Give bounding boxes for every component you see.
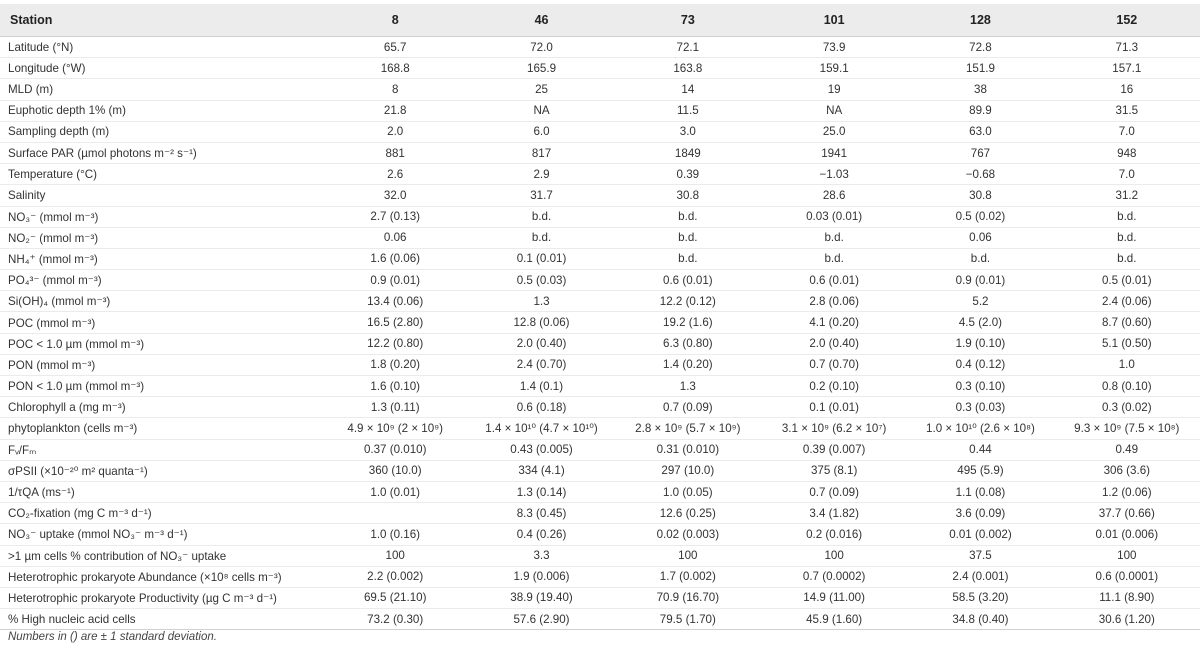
table-cell: 1.9 (0.10) [907,333,1053,354]
table-cell: b.d. [1054,206,1200,227]
table-cell: 0.03 (0.01) [761,206,907,227]
table-cell: b.d. [761,227,907,248]
row-label: Chlorophyll a (mg m⁻³) [0,397,322,418]
table-cell: 79.5 (1.70) [615,609,761,630]
table-cell: 297 (10.0) [615,460,761,481]
table-row [0,291,1200,312]
table-cell: 25 [468,79,614,100]
table-cell: 8.7 (0.60) [1054,312,1200,333]
table-cell: 58.5 (3.20) [907,587,1053,608]
table-cell: 37.5 [907,545,1053,566]
table-cell: 71.3 [1054,37,1200,58]
table-cell: 4.9 × 10⁹ (2 × 10⁹) [322,418,468,439]
table-cell: 63.0 [907,121,1053,142]
row-label: POC < 1.0 µm (mmol m⁻³) [0,333,322,354]
table-cell: 168.8 [322,58,468,79]
table-cell: 0.5 (0.01) [1054,270,1200,291]
row-label: Temperature (°C) [0,164,322,185]
table-cell: 25.0 [761,121,907,142]
table-cell: 1.6 (0.06) [322,248,468,269]
header-station-101: 101 [761,4,907,37]
table-cell: 163.8 [615,58,761,79]
row-label: CO₂-fixation (mg C m⁻³ d⁻¹) [0,503,322,524]
table-cell: 100 [322,545,468,566]
table-cell: 1.3 [615,376,761,397]
table-row [0,79,1200,100]
table-cell: 72.1 [615,37,761,58]
table-cell: 72.0 [468,37,614,58]
table-cell: 1.4 (0.1) [468,376,614,397]
table-cell: −0.68 [907,164,1053,185]
table-cell: 0.3 (0.10) [907,376,1053,397]
table-cell: 0.3 (0.03) [907,397,1053,418]
table-cell: 767 [907,142,1053,163]
row-label: PON < 1.0 µm (mmol m⁻³) [0,376,322,397]
row-label: NO₂⁻ (mmol m⁻³) [0,227,322,248]
table-row [0,164,1200,185]
table-cell: 11.1 (8.90) [1054,587,1200,608]
table-cell: 0.31 (0.010) [615,439,761,460]
row-label: σPSII (×10⁻²⁰ m² quanta⁻¹) [0,460,322,481]
table-cell: 3.0 [615,121,761,142]
table-cell: 100 [761,545,907,566]
table-cell: 157.1 [1054,58,1200,79]
table-cell: 38.9 (19.40) [468,587,614,608]
table-cell: 8.3 (0.45) [468,503,614,524]
table-row [0,397,1200,418]
table-row [0,609,1200,630]
table-cell: 12.2 (0.12) [615,291,761,312]
table-cell: 0.6 (0.01) [615,270,761,291]
table-cell: 1.7 (0.002) [615,566,761,587]
table-cell: 360 (10.0) [322,460,468,481]
table-cell: 2.8 (0.06) [761,291,907,312]
table-cell: 3.1 × 10⁹ (6.2 × 10⁷) [761,418,907,439]
table-cell: b.d. [615,248,761,269]
table-cell: 11.5 [615,100,761,121]
table-cell: −1.03 [761,164,907,185]
table-row [0,58,1200,79]
table-cell: 12.8 (0.06) [468,312,614,333]
table-cell: b.d. [615,206,761,227]
table-cell: 0.5 (0.03) [468,270,614,291]
table-cell: 375 (8.1) [761,460,907,481]
table-cell: 165.9 [468,58,614,79]
table-cell: 16 [1054,79,1200,100]
table-cell: 57.6 (2.90) [468,609,614,630]
table-cell: 306 (3.6) [1054,460,1200,481]
table-cell: 31.5 [1054,100,1200,121]
table-cell: 72.8 [907,37,1053,58]
table-cell: 2.0 (0.40) [468,333,614,354]
table-row [0,376,1200,397]
table-row [0,566,1200,587]
table-cell: 0.2 (0.10) [761,376,907,397]
table-cell: 881 [322,142,468,163]
table-cell: 37.7 (0.66) [1054,503,1200,524]
table-cell: 30.8 [907,185,1053,206]
row-label: NH₄⁺ (mmol m⁻³) [0,248,322,269]
table-cell: 2.9 [468,164,614,185]
table-cell: 16.5 (2.80) [322,312,468,333]
row-label: Heterotrophic prokaryote Productivity (µg C m⁻³ d⁻¹) [0,587,322,608]
header-station-46: 46 [468,4,614,37]
table-cell: 1.0 × 10¹⁰ (2.6 × 10⁸) [907,418,1053,439]
row-label: PON (mmol m⁻³) [0,354,322,375]
table-cell: 0.06 [322,227,468,248]
row-label: Surface PAR (µmol photons m⁻² s⁻¹) [0,142,322,163]
header-station-152: 152 [1054,4,1200,37]
table-cell: 1849 [615,142,761,163]
table-cell: 6.3 (0.80) [615,333,761,354]
row-label: Sampling depth (m) [0,121,322,142]
table-footnote: Numbers in () are ± 1 standard deviation. [8,631,217,643]
table-cell: 89.9 [907,100,1053,121]
table-cell: 100 [615,545,761,566]
table-cell: 0.44 [907,439,1053,460]
table-cell: 4.5 (2.0) [907,312,1053,333]
table-cell: 1.0 (0.05) [615,481,761,502]
table-cell: 2.0 (0.40) [761,333,907,354]
table-cell: 4.1 (0.20) [761,312,907,333]
table-cell [322,503,468,524]
table-cell: 0.2 (0.016) [761,524,907,545]
table-cell: 1.0 [1054,354,1200,375]
table-cell: 1.4 (0.20) [615,354,761,375]
table-cell: 0.9 (0.01) [322,270,468,291]
table-cell: 3.6 (0.09) [907,503,1053,524]
table-cell: 151.9 [907,58,1053,79]
table-cell: 0.4 (0.26) [468,524,614,545]
header-row [0,4,1200,37]
table-cell: 817 [468,142,614,163]
table-row [0,270,1200,291]
table-cell: b.d. [468,206,614,227]
table-cell: 14.9 (11.00) [761,587,907,608]
table-row [0,121,1200,142]
table-row [0,142,1200,163]
table-cell: 12.2 (0.80) [322,333,468,354]
data-table [0,4,1200,630]
header-station: Station [0,4,322,37]
row-label: phytoplankton (cells m⁻³) [0,418,322,439]
row-label: NO₃⁻ (mmol m⁻³) [0,206,322,227]
header-station-128: 128 [907,4,1053,37]
table-cell: 45.9 (1.60) [761,609,907,630]
row-label: NO₃⁻ uptake (mmol NO₃⁻ m⁻³ d⁻¹) [0,524,322,545]
header-station-8: 8 [322,4,468,37]
table-cell: 8 [322,79,468,100]
table-cell: 0.7 (0.0002) [761,566,907,587]
row-label: >1 µm cells % contribution of NO₃⁻ uptake [0,545,322,566]
table-cell: 0.39 (0.007) [761,439,907,460]
table-cell: 30.6 (1.20) [1054,609,1200,630]
table-row [0,37,1200,58]
table-cell: 0.39 [615,164,761,185]
table-cell: 2.6 [322,164,468,185]
table-cell: 1941 [761,142,907,163]
table-cell: 0.7 (0.09) [761,481,907,502]
table-cell: 73.9 [761,37,907,58]
table-cell: 5.2 [907,291,1053,312]
table-cell: 0.3 (0.02) [1054,397,1200,418]
table-cell: 2.7 (0.13) [322,206,468,227]
table-cell: 1.3 (0.11) [322,397,468,418]
table-cell: 1.9 (0.006) [468,566,614,587]
table-cell: 7.0 [1054,164,1200,185]
table-cell: 2.4 (0.06) [1054,291,1200,312]
table-cell: 65.7 [322,37,468,58]
table-cell: NA [468,100,614,121]
table-cell: 38 [907,79,1053,100]
table-cell: 31.7 [468,185,614,206]
table-body [0,37,1200,630]
table-row [0,503,1200,524]
table-cell: 0.1 (0.01) [761,397,907,418]
row-label: 1/τQA (ms⁻¹) [0,481,322,502]
table-row [0,524,1200,545]
table-cell: 0.06 [907,227,1053,248]
table-cell: 495 (5.9) [907,460,1053,481]
table-row [0,248,1200,269]
table-cell: 6.0 [468,121,614,142]
table-cell: b.d. [1054,248,1200,269]
table-cell: 2.8 × 10⁹ (5.7 × 10⁹) [615,418,761,439]
table-cell: 1.6 (0.10) [322,376,468,397]
table-cell: 3.4 (1.82) [761,503,907,524]
row-label: Longitude (°W) [0,58,322,79]
table-row [0,545,1200,566]
table-row [0,481,1200,502]
table-cell: 0.43 (0.005) [468,439,614,460]
table-cell: 0.8 (0.10) [1054,376,1200,397]
table-cell: 31.2 [1054,185,1200,206]
table-row [0,185,1200,206]
row-label: MLD (m) [0,79,322,100]
table-cell: 2.2 (0.002) [322,566,468,587]
table-cell: 1.0 (0.16) [322,524,468,545]
table-cell: 0.02 (0.003) [615,524,761,545]
table-cell: 1.3 [468,291,614,312]
row-label: % High nucleic acid cells [0,609,322,630]
table-cell: 1.0 (0.01) [322,481,468,502]
table-cell: 2.4 (0.70) [468,354,614,375]
table-cell: 0.49 [1054,439,1200,460]
table-cell: 0.01 (0.002) [907,524,1053,545]
table-cell: 1.1 (0.08) [907,481,1053,502]
table-cell: b.d. [761,248,907,269]
table-cell: 1.8 (0.20) [322,354,468,375]
table-cell: 0.4 (0.12) [907,354,1053,375]
table-cell: 5.1 (0.50) [1054,333,1200,354]
table-cell: 100 [1054,545,1200,566]
table-row [0,418,1200,439]
table-row [0,206,1200,227]
table-cell: 21.8 [322,100,468,121]
table-cell: b.d. [1054,227,1200,248]
table-cell: 1.4 × 10¹⁰ (4.7 × 10¹⁰) [468,418,614,439]
row-label: Latitude (°N) [0,37,322,58]
row-label: POC (mmol m⁻³) [0,312,322,333]
table-row [0,439,1200,460]
table-row [0,227,1200,248]
row-label: PO₄³⁻ (mmol m⁻³) [0,270,322,291]
table-row [0,333,1200,354]
table-cell: 34.8 (0.40) [907,609,1053,630]
table-cell: 69.5 (21.10) [322,587,468,608]
table-cell: 159.1 [761,58,907,79]
table-cell: b.d. [615,227,761,248]
table-cell: 2.4 (0.001) [907,566,1053,587]
table-cell: 70.9 (16.70) [615,587,761,608]
table-cell: 948 [1054,142,1200,163]
table-cell: 0.1 (0.01) [468,248,614,269]
table-cell: 3.3 [468,545,614,566]
table-cell: 32.0 [322,185,468,206]
table-cell: 0.01 (0.006) [1054,524,1200,545]
table-row [0,587,1200,608]
table-cell: 1.2 (0.06) [1054,481,1200,502]
table-cell: 334 (4.1) [468,460,614,481]
table-cell: 19.2 (1.6) [615,312,761,333]
table-cell: 0.6 (0.18) [468,397,614,418]
table-row [0,354,1200,375]
table-cell: 14 [615,79,761,100]
table-cell: 9.3 × 10⁹ (7.5 × 10⁸) [1054,418,1200,439]
row-label: Heterotrophic prokaryote Abundance (×10⁸ cells m⁻³) [0,566,322,587]
table-cell: 19 [761,79,907,100]
header-station-73: 73 [615,4,761,37]
table-cell: 7.0 [1054,121,1200,142]
table-cell: 0.7 (0.09) [615,397,761,418]
table-cell: 30.8 [615,185,761,206]
row-label: Fᵥ/Fₘ [0,439,322,460]
table-cell: 73.2 (0.30) [322,609,468,630]
table-cell: b.d. [907,248,1053,269]
table-cell: 2.0 [322,121,468,142]
table-cell: 0.37 (0.010) [322,439,468,460]
row-label: Salinity [0,185,322,206]
table-cell: 0.6 (0.0001) [1054,566,1200,587]
table-row [0,100,1200,121]
table-cell: 13.4 (0.06) [322,291,468,312]
table-cell: 0.6 (0.01) [761,270,907,291]
table-cell: 0.5 (0.02) [907,206,1053,227]
table-row [0,312,1200,333]
table-cell: b.d. [468,227,614,248]
table-cell: NA [761,100,907,121]
table-row [0,460,1200,481]
row-label: Si(OH)₄ (mmol m⁻³) [0,291,322,312]
table-cell: 1.3 (0.14) [468,481,614,502]
table-cell: 28.6 [761,185,907,206]
row-label: Euphotic depth 1% (m) [0,100,322,121]
table-cell: 0.7 (0.70) [761,354,907,375]
table-cell: 12.6 (0.25) [615,503,761,524]
table-cell: 0.9 (0.01) [907,270,1053,291]
